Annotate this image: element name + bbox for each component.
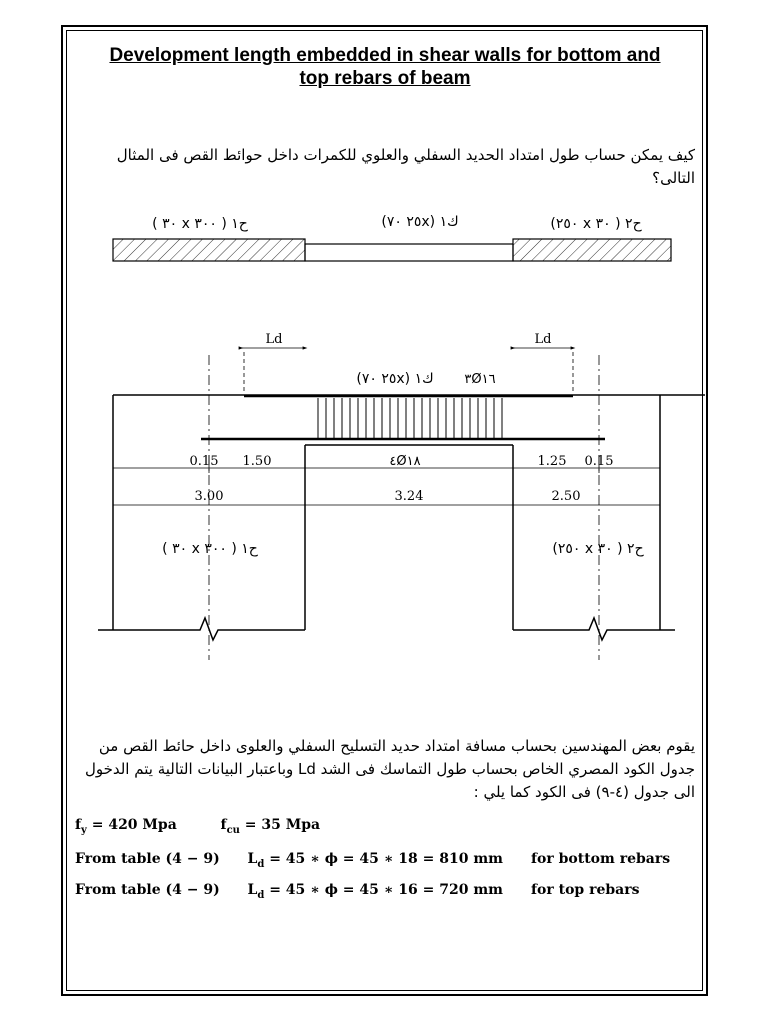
plan-wall-left-label: ح١ ( ٣٠٠ x ٣٠ ) [152,216,248,232]
material-properties: $f_y = 420$ Mpa $f_{cu} = 35$ Mpa [75,817,321,836]
explanation-paragraph: يقوم بعض المهندسين بحساب مسافة امتداد حديد التسليح السفلي والعلوى داخل حائط القص من جدول الكود المصري الخاص بحساب طول التماسك فى الشد Ld وباعتبار البيانات التالية يتم الدخول الى جدول (٤-٩) فى الكود كما يلي : [84,737,695,801]
ground-line-left [98,618,305,640]
dim-2-50: 2.50 [551,489,581,504]
title-line-1: Development length embedded in shear walls for bottom and [109,45,661,66]
dim-0-15-right: 0.15 [584,454,614,469]
dim-1-25: 1.25 [537,454,567,469]
dim-0-15-left: 0.15 [189,454,219,469]
fy-value: = 420 Mpa [91,817,177,833]
eq1-formula: = 45 ∗ ϕ = 45 ∗ 18 = 810 mm [269,851,503,867]
eq1-note: for bottom rebars [531,851,671,867]
question-text: كيف يمكن حساب طول امتداد الحديد السفلي والعلوي للكمرات داخل حوائط القص فى المثال التالى؟ [116,146,695,187]
ld-right-label: Ld [534,332,552,347]
fcu-value: = 35 Mpa [244,817,321,833]
beam-elev-label: ك١ (٢٥x ٧٠) [356,371,434,387]
elevation-view [98,348,705,660]
dim-3-24: 3.24 [394,489,424,504]
left-wall-outline [113,395,705,630]
equation-row-top: From table (4 − 9) $L_d = 45$ ∗ ϕ = 45 ∗ 16 = 720 mm for top rebars [75,882,640,901]
eq1-lead: From table (4 − 9) [75,851,220,867]
stirrups [318,398,502,440]
eq2-lead: From table (4 − 9) [75,882,220,898]
plan-beam-label: ك١ (٢٥x ٧٠) [381,214,459,230]
plan-wall-left [113,239,305,261]
bottom-bars-label: ٤Ø١٨ [389,454,421,469]
ld-left-label: Ld [265,332,283,347]
dim-1-50: 1.50 [242,454,272,469]
dim-3-00: 3.00 [194,489,224,504]
plan-wall-right-label: ح٢ ( ٣٠ x ٢٥٠) [550,216,642,232]
title-line-2: top rebars of beam [299,68,471,89]
equation-row-bottom: From table (4 − 9) $L_d = 45$ ∗ ϕ = 45 ∗ 18 = 810 mm for bottom rebars [75,851,671,870]
ground-line-right [513,618,675,640]
plan-wall-right [513,239,671,261]
plan-beam [305,244,513,261]
plan-view [113,214,671,261]
eq2-note: for top rebars [531,882,640,898]
eq2-formula: = 45 ∗ ϕ = 45 ∗ 16 = 720 mm [269,882,503,898]
wall-left-elev-label: ح١ ( ٣٠٠ x ٣٠ ) [162,541,258,557]
top-bars-label: ٣Ø١٦ [464,372,496,387]
wall-right-elev-label: ح٢ ( ٣٠ x ٢٥٠) [552,541,644,557]
